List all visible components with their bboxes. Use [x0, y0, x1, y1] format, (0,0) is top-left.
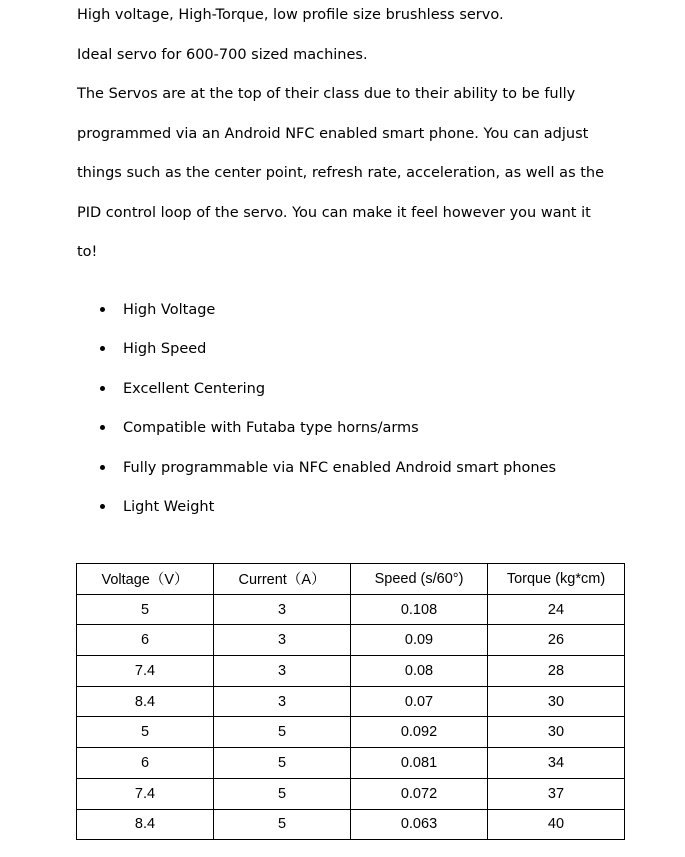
bullet-icon — [100, 307, 105, 312]
feature-label: High Voltage — [123, 302, 216, 318]
bullet-icon — [100, 425, 105, 430]
cell-torque: 28 — [488, 656, 625, 687]
cell-voltage: 6 — [77, 748, 214, 779]
table-row — [77, 594, 625, 625]
cell-current: 3 — [214, 656, 351, 687]
cell-voltage: 6 — [77, 625, 214, 656]
feature-label: Fully programmable via NFC enabled Android smart phones — [123, 460, 557, 476]
cell-speed: 0.09 — [351, 625, 488, 656]
cell-speed: 0.108 — [351, 594, 488, 625]
cell-voltage: 5 — [77, 594, 214, 625]
feature-label: High Speed — [123, 341, 207, 357]
cell-current: 5 — [214, 748, 351, 779]
table-row — [77, 686, 625, 717]
cell-current: 5 — [214, 717, 351, 748]
description-line: programmed via an Android NFC enabled smart phone. You can adjust — [77, 126, 589, 142]
cell-torque: 30 — [488, 717, 625, 748]
feature-label: Excellent Centering — [123, 381, 266, 397]
description-line: PID control loop of the servo. You can make it feel however you want it — [77, 205, 591, 221]
feature-item — [0, 418, 600, 438]
feature-item — [0, 300, 600, 320]
cell-speed: 0.08 — [351, 656, 488, 687]
feature-item — [0, 339, 600, 359]
cell-speed: 0.072 — [351, 778, 488, 809]
table-row — [77, 748, 625, 779]
description-line: to! — [77, 244, 98, 260]
description-line: things such as the center point, refresh rate, acceleration, as well as the — [77, 165, 605, 181]
feature-label: Compatible with Futaba type horns/arms — [123, 420, 419, 436]
column-header-voltage: Voltage（V） — [77, 564, 214, 595]
feature-item — [0, 379, 600, 399]
cell-voltage: 8.4 — [77, 686, 214, 717]
cell-current: 5 — [214, 809, 351, 840]
bullet-icon — [100, 465, 105, 470]
bullet-icon — [100, 346, 105, 351]
cell-speed: 0.063 — [351, 809, 488, 840]
table-header-row — [77, 564, 625, 595]
bullet-icon — [100, 386, 105, 391]
spec-table-header — [77, 564, 625, 595]
cell-voltage: 5 — [77, 717, 214, 748]
spec-table — [76, 563, 625, 840]
cell-current: 3 — [214, 686, 351, 717]
cell-torque: 34 — [488, 748, 625, 779]
table-row — [77, 717, 625, 748]
cell-torque: 37 — [488, 778, 625, 809]
description-line: The Servos are at the top of their class due to their ability to be fully — [77, 86, 576, 102]
feature-item — [0, 497, 600, 517]
feature-label: Light Weight — [123, 499, 215, 515]
cell-torque: 24 — [488, 594, 625, 625]
cell-torque: 26 — [488, 625, 625, 656]
table-row — [77, 809, 625, 840]
cell-speed: 0.07 — [351, 686, 488, 717]
cell-voltage: 7.4 — [77, 778, 214, 809]
column-header-current: Current（A） — [214, 564, 351, 595]
spec-table-body — [77, 594, 625, 840]
cell-current: 3 — [214, 594, 351, 625]
table-row — [77, 778, 625, 809]
intro-line-voltage: High voltage, High-Torque, low profile size brushless servo. — [77, 7, 504, 23]
table-row — [77, 656, 625, 687]
cell-speed: 0.081 — [351, 748, 488, 779]
cell-torque: 40 — [488, 809, 625, 840]
intro-line-ideal: Ideal servo for 600-700 sized machines. — [77, 47, 368, 63]
cell-voltage: 8.4 — [77, 809, 214, 840]
cell-voltage: 7.4 — [77, 656, 214, 687]
cell-torque: 30 — [488, 686, 625, 717]
feature-item — [0, 458, 600, 478]
cell-speed: 0.092 — [351, 717, 488, 748]
cell-current: 5 — [214, 778, 351, 809]
column-header-torque: Torque (kg*cm) — [488, 564, 625, 595]
table-row — [77, 625, 625, 656]
cell-current: 3 — [214, 625, 351, 656]
column-header-speed: Speed (s/60°) — [351, 564, 488, 595]
bullet-icon — [100, 504, 105, 509]
